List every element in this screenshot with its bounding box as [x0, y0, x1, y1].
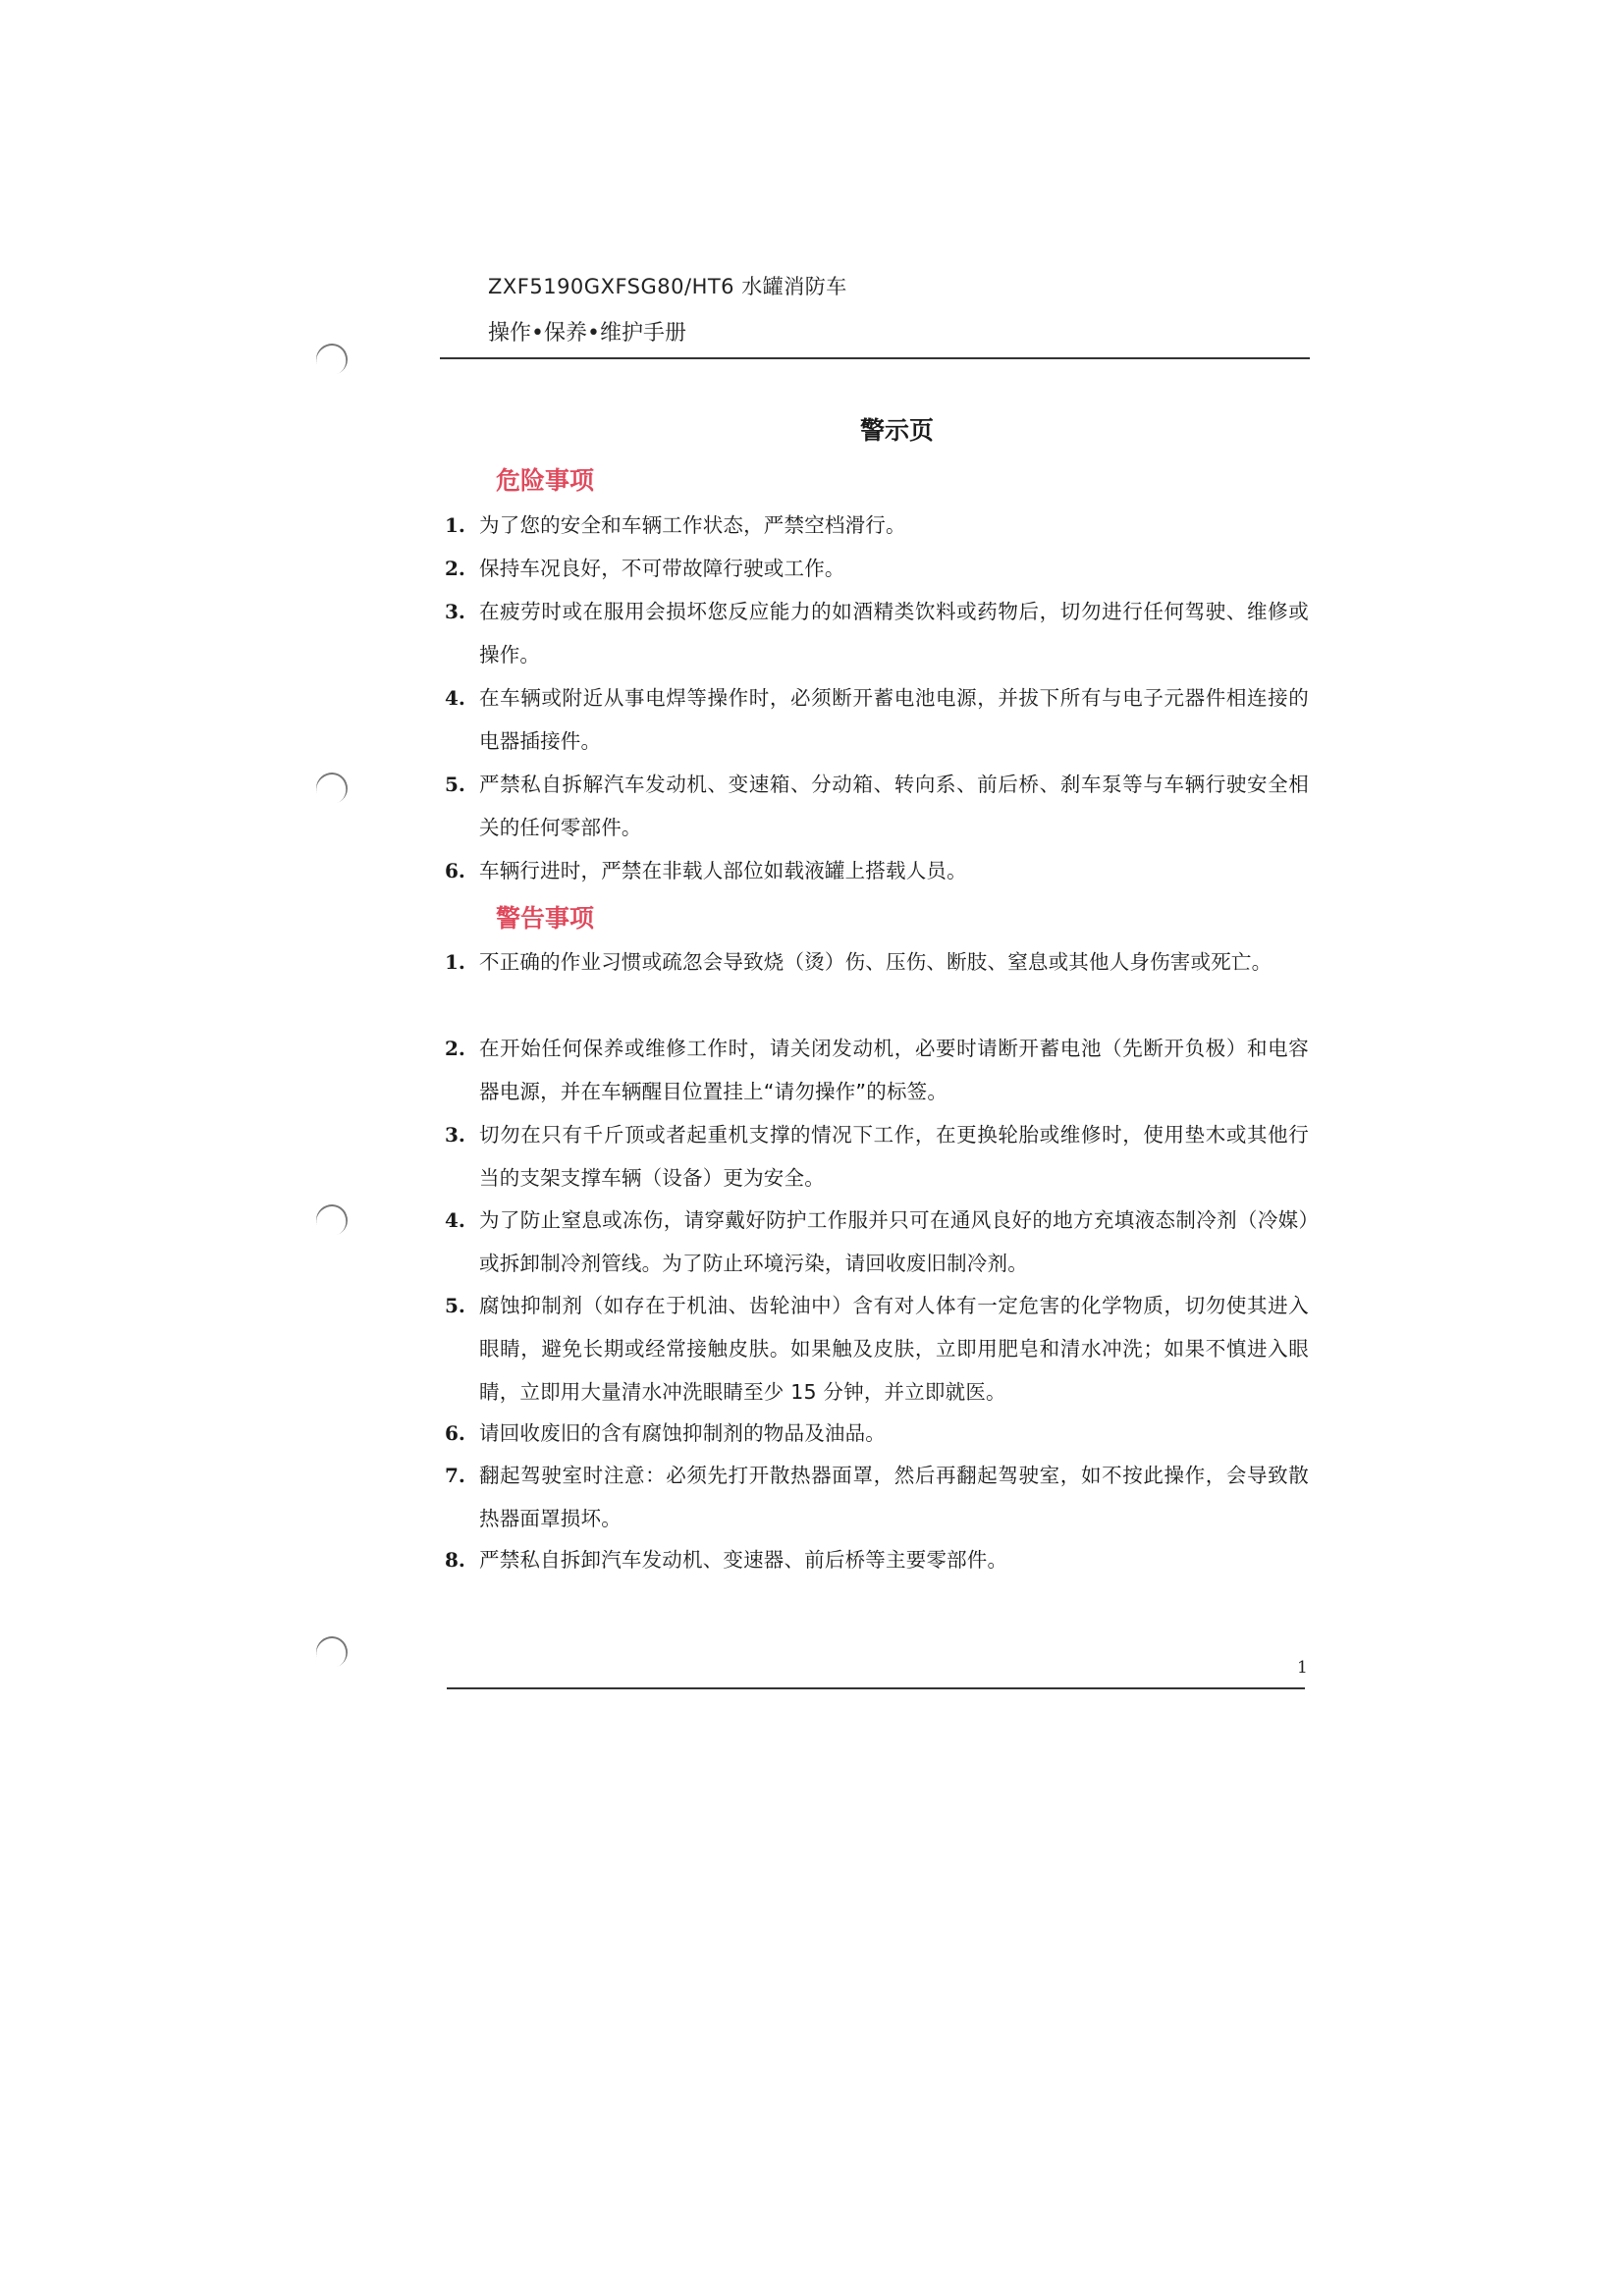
warning-item	[445, 1027, 1309, 1113]
danger-item-number: 3.	[445, 600, 465, 623]
warning-item-text: 腐蚀抑制剂（如存在于机油、齿轮油中）含有对人体有一定危害的化学物质，切勿使其进入眼睛，避免长期或经常接触皮肤。如果触及皮肤，立即用肥皂和清水冲洗；如果不慎进入眼睛，立即用大量清水冲洗眼睛至少 15 分钟，并立即就医。	[479, 1294, 1309, 1404]
footer-divider	[447, 1687, 1305, 1689]
warning-item-text: 请回收废旧的含有腐蚀抑制剂的物品及油品。	[479, 1421, 886, 1445]
danger-item-text: 为了您的安全和车辆工作状态，严禁空档滑行。	[479, 513, 906, 537]
warning-item-text: 为了防止窒息或冻伤，请穿戴好防护工作服并只可在通风良好的地方充填液态制冷剂（冷媒）或拆卸制冷剂管线。为了防止环境污染，请回收废旧制冷剂。	[479, 1208, 1309, 1275]
punch-hole-mark	[311, 339, 352, 379]
warning-item-number: 8.	[445, 1548, 465, 1572]
punch-hole-mark	[311, 1200, 352, 1240]
warning-item-number: 4.	[445, 1208, 465, 1232]
punch-hole-mark	[311, 1631, 352, 1672]
danger-item-number: 2.	[445, 557, 465, 580]
danger-heading: 危险事项	[496, 466, 595, 495]
warning-item-text: 在开始任何保养或维修工作时，请关闭发动机，必要时请断开蓄电池（先断开负极）和电容器电源，并在车辆醒目位置挂上“请勿操作”的标签。	[479, 1037, 1309, 1103]
danger-item-text: 严禁私自拆解汽车发动机、变速箱、分动箱、转向系、前后桥、刹车泵等与车辆行驶安全相关的任何零部件。	[479, 773, 1309, 839]
warning-item-text: 翻起驾驶室时注意：必须先打开散热器面罩，然后再翻起驾驶室，如不按此操作，会导致散热器面罩损坏。	[479, 1464, 1309, 1530]
warning-item-number: 7.	[445, 1464, 465, 1487]
warning-item	[445, 1113, 1309, 1200]
danger-item-text: 在车辆或附近从事电焊等操作时，必须断开蓄电池电源，并拔下所有与电子元器件相连接的电器插接件。	[479, 686, 1309, 753]
danger-item	[445, 590, 1309, 676]
document-manual-title: 操作•保养•维护手册	[488, 321, 686, 346]
warning-item-number: 5.	[445, 1294, 465, 1317]
danger-item	[445, 504, 1309, 547]
warning-item-number: 6.	[445, 1421, 465, 1445]
warning-item-number: 3.	[445, 1123, 465, 1147]
page-title: 警示页	[860, 416, 935, 445]
punch-hole-mark	[311, 768, 352, 808]
danger-item	[445, 849, 1309, 892]
warning-item	[445, 1199, 1309, 1285]
page-number: 1	[1297, 1658, 1308, 1678]
danger-item-text: 车辆行进时，严禁在非载人部位如载液罐上搭载人员。	[479, 859, 967, 882]
danger-item-number: 4.	[445, 686, 465, 710]
warning-item	[445, 1412, 1309, 1455]
warning-item-text: 切勿在只有千斤顶或者起重机支撑的情况下工作，在更换轮胎或维修时，使用垫木或其他行当的支架支撑车辆（设备）更为安全。	[479, 1123, 1309, 1190]
danger-item-number: 5.	[445, 773, 465, 796]
document-model-title: ZXF5190GXFSG80/HT6 水罐消防车	[488, 275, 847, 298]
warning-item	[445, 1454, 1309, 1540]
danger-item-number: 1.	[445, 513, 465, 537]
warning-heading: 警告事项	[496, 904, 595, 933]
warning-item-text: 严禁私自拆卸汽车发动机、变速器、前后桥等主要零部件。	[479, 1548, 1008, 1572]
warning-item-number: 2.	[445, 1037, 465, 1060]
header-divider	[440, 357, 1310, 359]
warning-item	[445, 1538, 1309, 1581]
danger-item	[445, 547, 1309, 590]
danger-item	[445, 676, 1309, 763]
danger-item-text: 保持车况良好，不可带故障行驶或工作。	[479, 557, 845, 580]
warning-item-text: 不正确的作业习惯或疏忽会导致烧（烫）伤、压伤、断肢、窒息或其他人身伤害或死亡。	[479, 950, 1272, 974]
warning-item-number: 1.	[445, 950, 465, 974]
danger-item	[445, 763, 1309, 849]
danger-item-number: 6.	[445, 859, 465, 882]
warning-item	[445, 940, 1309, 984]
danger-item-text: 在疲劳时或在服用会损坏您反应能力的如酒精类饮料或药物后，切勿进行任何驾驶、维修或操作。	[479, 600, 1309, 667]
warning-item	[445, 1284, 1309, 1414]
